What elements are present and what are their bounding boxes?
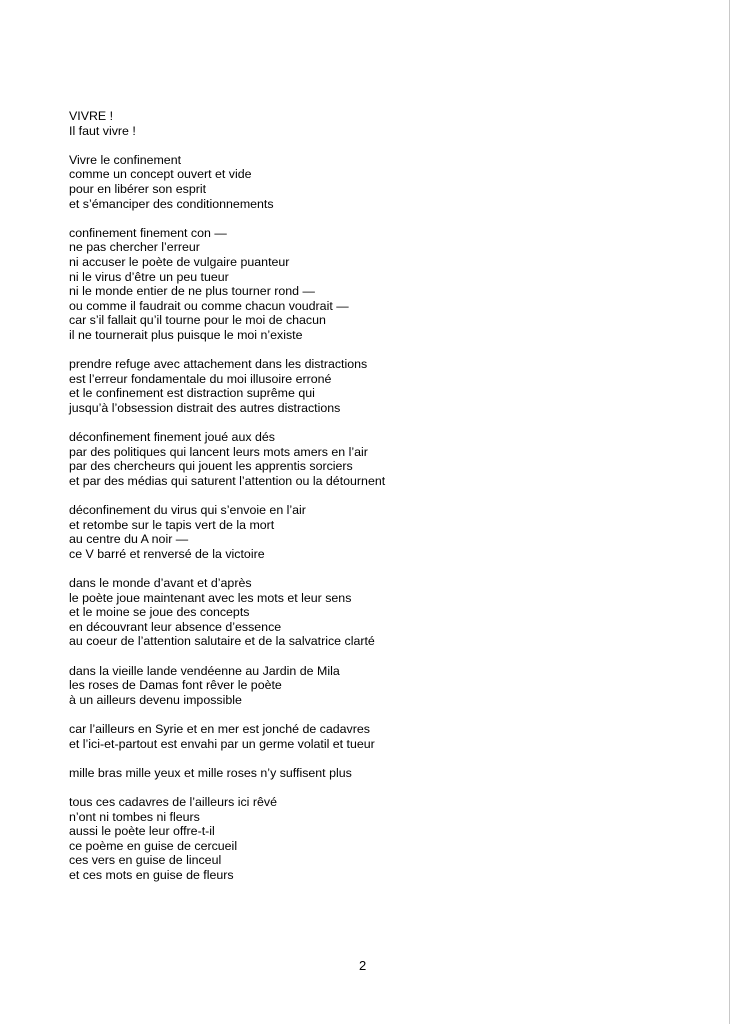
poem-stanza bbox=[69, 576, 709, 649]
poem-line: VIVRE ! bbox=[69, 109, 114, 123]
poem-line: et par des médias qui saturent l’attention ou la détournent bbox=[69, 473, 386, 488]
poem-line: par des politiques qui lancent leurs mots amers en l’air bbox=[69, 444, 368, 459]
poem-line: au coeur de l’attention salutaire et de la salvatrice clarté bbox=[69, 634, 375, 649]
poem-line: mille bras mille yeux et mille roses n’y suffisent plus bbox=[69, 765, 352, 780]
poem-line: ces vers en guise de linceul bbox=[69, 853, 222, 868]
poem-stanza bbox=[69, 357, 709, 415]
poem-stanza bbox=[69, 430, 709, 488]
poem-line: confinement finement con — bbox=[69, 225, 227, 240]
poem-line: et ces mots en guise de fleurs bbox=[69, 867, 234, 882]
poem-line: comme un concept ouvert et vide bbox=[69, 167, 252, 182]
poem-line: tous ces cadavres de l’ailleurs ici rêvé bbox=[69, 794, 277, 809]
poem-line: pour en libérer son esprit bbox=[69, 181, 207, 196]
poem-line: à un ailleurs devenu impossible bbox=[69, 692, 242, 707]
poem-line: au centre du A noir — bbox=[69, 532, 189, 547]
poem-line: et le moine se joue des concepts bbox=[69, 605, 250, 620]
poem-line: Vivre le confinement bbox=[69, 152, 182, 167]
poem-line: ni accuser le poète de vulgaire puanteur bbox=[69, 254, 290, 269]
poem-line: aussi le poète leur offre-t-il bbox=[69, 824, 215, 839]
poem-line: dans la vieille lande vendéenne au Jardin de Mila bbox=[69, 663, 340, 678]
poem-line: ni le monde entier de ne plus tourner rond — bbox=[69, 284, 315, 299]
poem-stanza bbox=[69, 503, 709, 561]
poem-stanza bbox=[69, 722, 709, 751]
poem-stanza bbox=[69, 226, 709, 343]
poem-line: et l’ici-et-partout est envahi par un germe volatil et tueur bbox=[69, 736, 375, 751]
poem-line: n’ont ni tombes ni fleurs bbox=[69, 809, 200, 824]
poem-line: car l’ailleurs en Syrie et en mer est jonché de cadavres bbox=[69, 721, 370, 736]
poem-stanza bbox=[69, 766, 709, 781]
poem-line: ce poème en guise de cercueil bbox=[69, 838, 238, 853]
poem-line: et retombe sur le tapis vert de la mort bbox=[69, 517, 275, 532]
poem-line: déconfinement finement joué aux dés bbox=[69, 430, 275, 445]
poem-line: et le confinement est distraction suprême qui bbox=[69, 386, 315, 401]
poem-line: dans le monde d’avant et d’après bbox=[69, 576, 252, 590]
poem-line: en découvrant leur absence d’essence bbox=[69, 619, 282, 634]
poem-line: déconfinement du virus qui s’envoie en l’air bbox=[69, 503, 306, 518]
poem-line: les roses de Damas font rêver le poète bbox=[69, 678, 282, 693]
poem-line: et s’émanciper des conditionnements bbox=[69, 196, 274, 211]
poem-stanza bbox=[69, 109, 709, 138]
poem-line: il ne tournerait plus puisque le moi n’existe bbox=[69, 327, 303, 342]
poem-line: est l’erreur fondamentale du moi illusoire erroné bbox=[69, 371, 332, 386]
poem-line: prendre refuge avec attachement dans les distractions bbox=[69, 357, 368, 372]
poem-line: ou comme il faudrait ou comme chacun voudrait — bbox=[69, 298, 349, 313]
poem-line: car s’il fallait qu’il tourne pour le moi de chacun bbox=[69, 313, 326, 328]
poem-stanza bbox=[69, 664, 709, 708]
poem-line: ne pas chercher l’erreur bbox=[69, 240, 200, 255]
poem-stanza bbox=[69, 795, 709, 883]
poem-line: par des chercheurs qui jouent les apprentis sorciers bbox=[69, 459, 353, 474]
poem-line: jusqu’à l’obsession distrait des autres distractions bbox=[69, 400, 341, 415]
poem-line: Il faut vivre ! bbox=[69, 123, 136, 138]
poem-line: ce V barré et renversé de la victoire bbox=[69, 546, 265, 561]
poem-line: ni le virus d’être un peu tueur bbox=[69, 269, 229, 284]
poem-body bbox=[69, 109, 709, 897]
poem-stanza bbox=[69, 153, 709, 211]
page-number: 2 bbox=[359, 958, 367, 973]
poem-line: le poète joue maintenant avec les mots et leur sens bbox=[69, 590, 352, 605]
